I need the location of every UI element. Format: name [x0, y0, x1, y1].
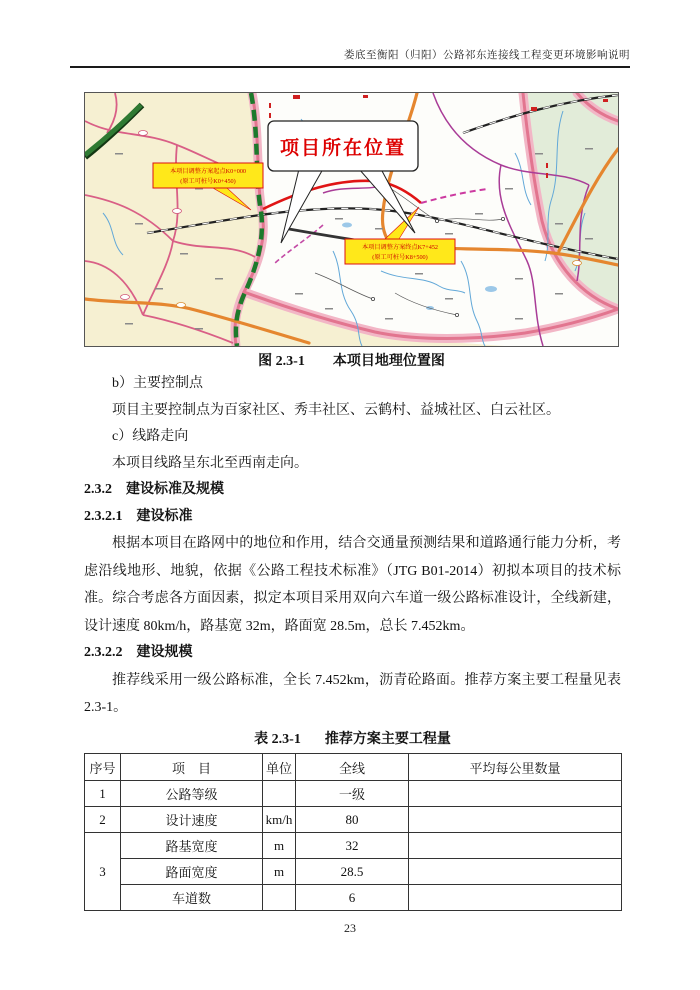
cell-no-group: 3 [85, 833, 121, 911]
body-content [84, 371, 621, 753]
table-title-text: 推荐方案主要工程量 [324, 731, 451, 747]
page-number: 23 [344, 921, 356, 935]
paragraph-route-direction: 本项目线路呈东北至西南走向。 [112, 455, 308, 471]
paragraph-construction-scale: 推荐线采用一级公路标准，全长 7.452km，沥青砼路面。推荐方案主要工程量见表 2.3-1。 [84, 672, 621, 715]
cell-item: 公路等级 [121, 781, 263, 807]
cell-total: 6 [296, 885, 409, 911]
heading-2-3-2-1: 2.3.2.1 建设标准 [84, 508, 193, 524]
heading-2-3-2: 2.3.2 建设标准及规模 [84, 482, 224, 497]
col-header-unit: 单位 [263, 754, 296, 781]
start-label-line2: (原工可桩号K0+450) [180, 178, 236, 185]
cell-avg [409, 807, 622, 833]
cell-unit: m [263, 833, 296, 859]
table-row [85, 781, 622, 807]
list-item-c: c）线路走向 [112, 429, 189, 444]
col-header-total: 全线 [296, 754, 409, 781]
table-row [85, 859, 622, 885]
cell-item: 车道数 [121, 885, 263, 911]
cell-no: 2 [85, 807, 121, 833]
figure-location-map [84, 92, 619, 347]
figure-caption-label: 图 2.3-1 [258, 354, 305, 369]
cell-total: 80 [296, 807, 409, 833]
table-title [84, 727, 621, 753]
start-label-line1: 本项目调整方案起点K0+000 [169, 168, 247, 175]
table-row [85, 807, 622, 833]
cell-unit [263, 885, 296, 911]
engineering-quantities-table [84, 753, 622, 911]
cell-no: 1 [85, 781, 121, 807]
paragraph-control-points: 项目主要控制点为百家社区、秀丰社区、云鹤村、益城社区、白云社区。 [112, 402, 560, 418]
cell-item: 路基宽度 [121, 833, 263, 859]
cell-avg [409, 885, 622, 911]
end-label-line2: (原工可桩号K8+500) [372, 254, 428, 261]
col-header-avg-per-km: 平均每公里数量 [409, 754, 622, 781]
cell-unit: m [263, 859, 296, 885]
table-row [85, 885, 622, 911]
cell-avg [409, 859, 622, 885]
cell-unit: km/h [263, 807, 296, 833]
cell-item: 设计速度 [121, 807, 263, 833]
cell-total: 一级 [296, 781, 409, 807]
table-title-label: 表 2.3-1 [254, 731, 301, 747]
running-header: 娄底至衡阳（归阳）公路祁东连接线工程变更环境影响说明 [344, 50, 630, 61]
cell-unit [263, 781, 296, 807]
cell-item: 路面宽度 [121, 859, 263, 885]
end-label-line1: 本项目调整方案终点K7+452 [361, 244, 439, 251]
cell-avg [409, 781, 622, 807]
header-rule [70, 66, 630, 68]
location-map [85, 93, 618, 346]
callout-text: 项目所在位置 [279, 138, 407, 159]
table-row [85, 833, 622, 859]
paragraph-construction-standard: 根据本项目在路网中的地位和作用，结合交通量预测结果和道路通行能力分析，考虑沿线地形、地貌，依据《公路工程技术标准》（JTG B01-2014）初拟本项目的技术标准。综合考虑各方面因素，拟定本项目采用双向六车道一级公路标准设计，全线新建，设计速度 80km/h，路基宽 32m，路面宽 28.5m，总长 7.452km。 [84, 536, 621, 634]
list-item-b: b）主要控制点 [112, 376, 203, 391]
figure-caption-title: 本项目地理位置图 [332, 354, 445, 369]
figure-caption [84, 350, 619, 370]
cell-total: 28.5 [296, 859, 409, 885]
col-header-seq: 序号 [85, 754, 121, 781]
heading-2-3-2-2: 2.3.2.2 建设规模 [84, 645, 193, 660]
table-header-row [85, 754, 622, 781]
cell-avg [409, 833, 622, 859]
cell-total: 32 [296, 833, 409, 859]
col-header-item: 项 目 [121, 754, 263, 781]
